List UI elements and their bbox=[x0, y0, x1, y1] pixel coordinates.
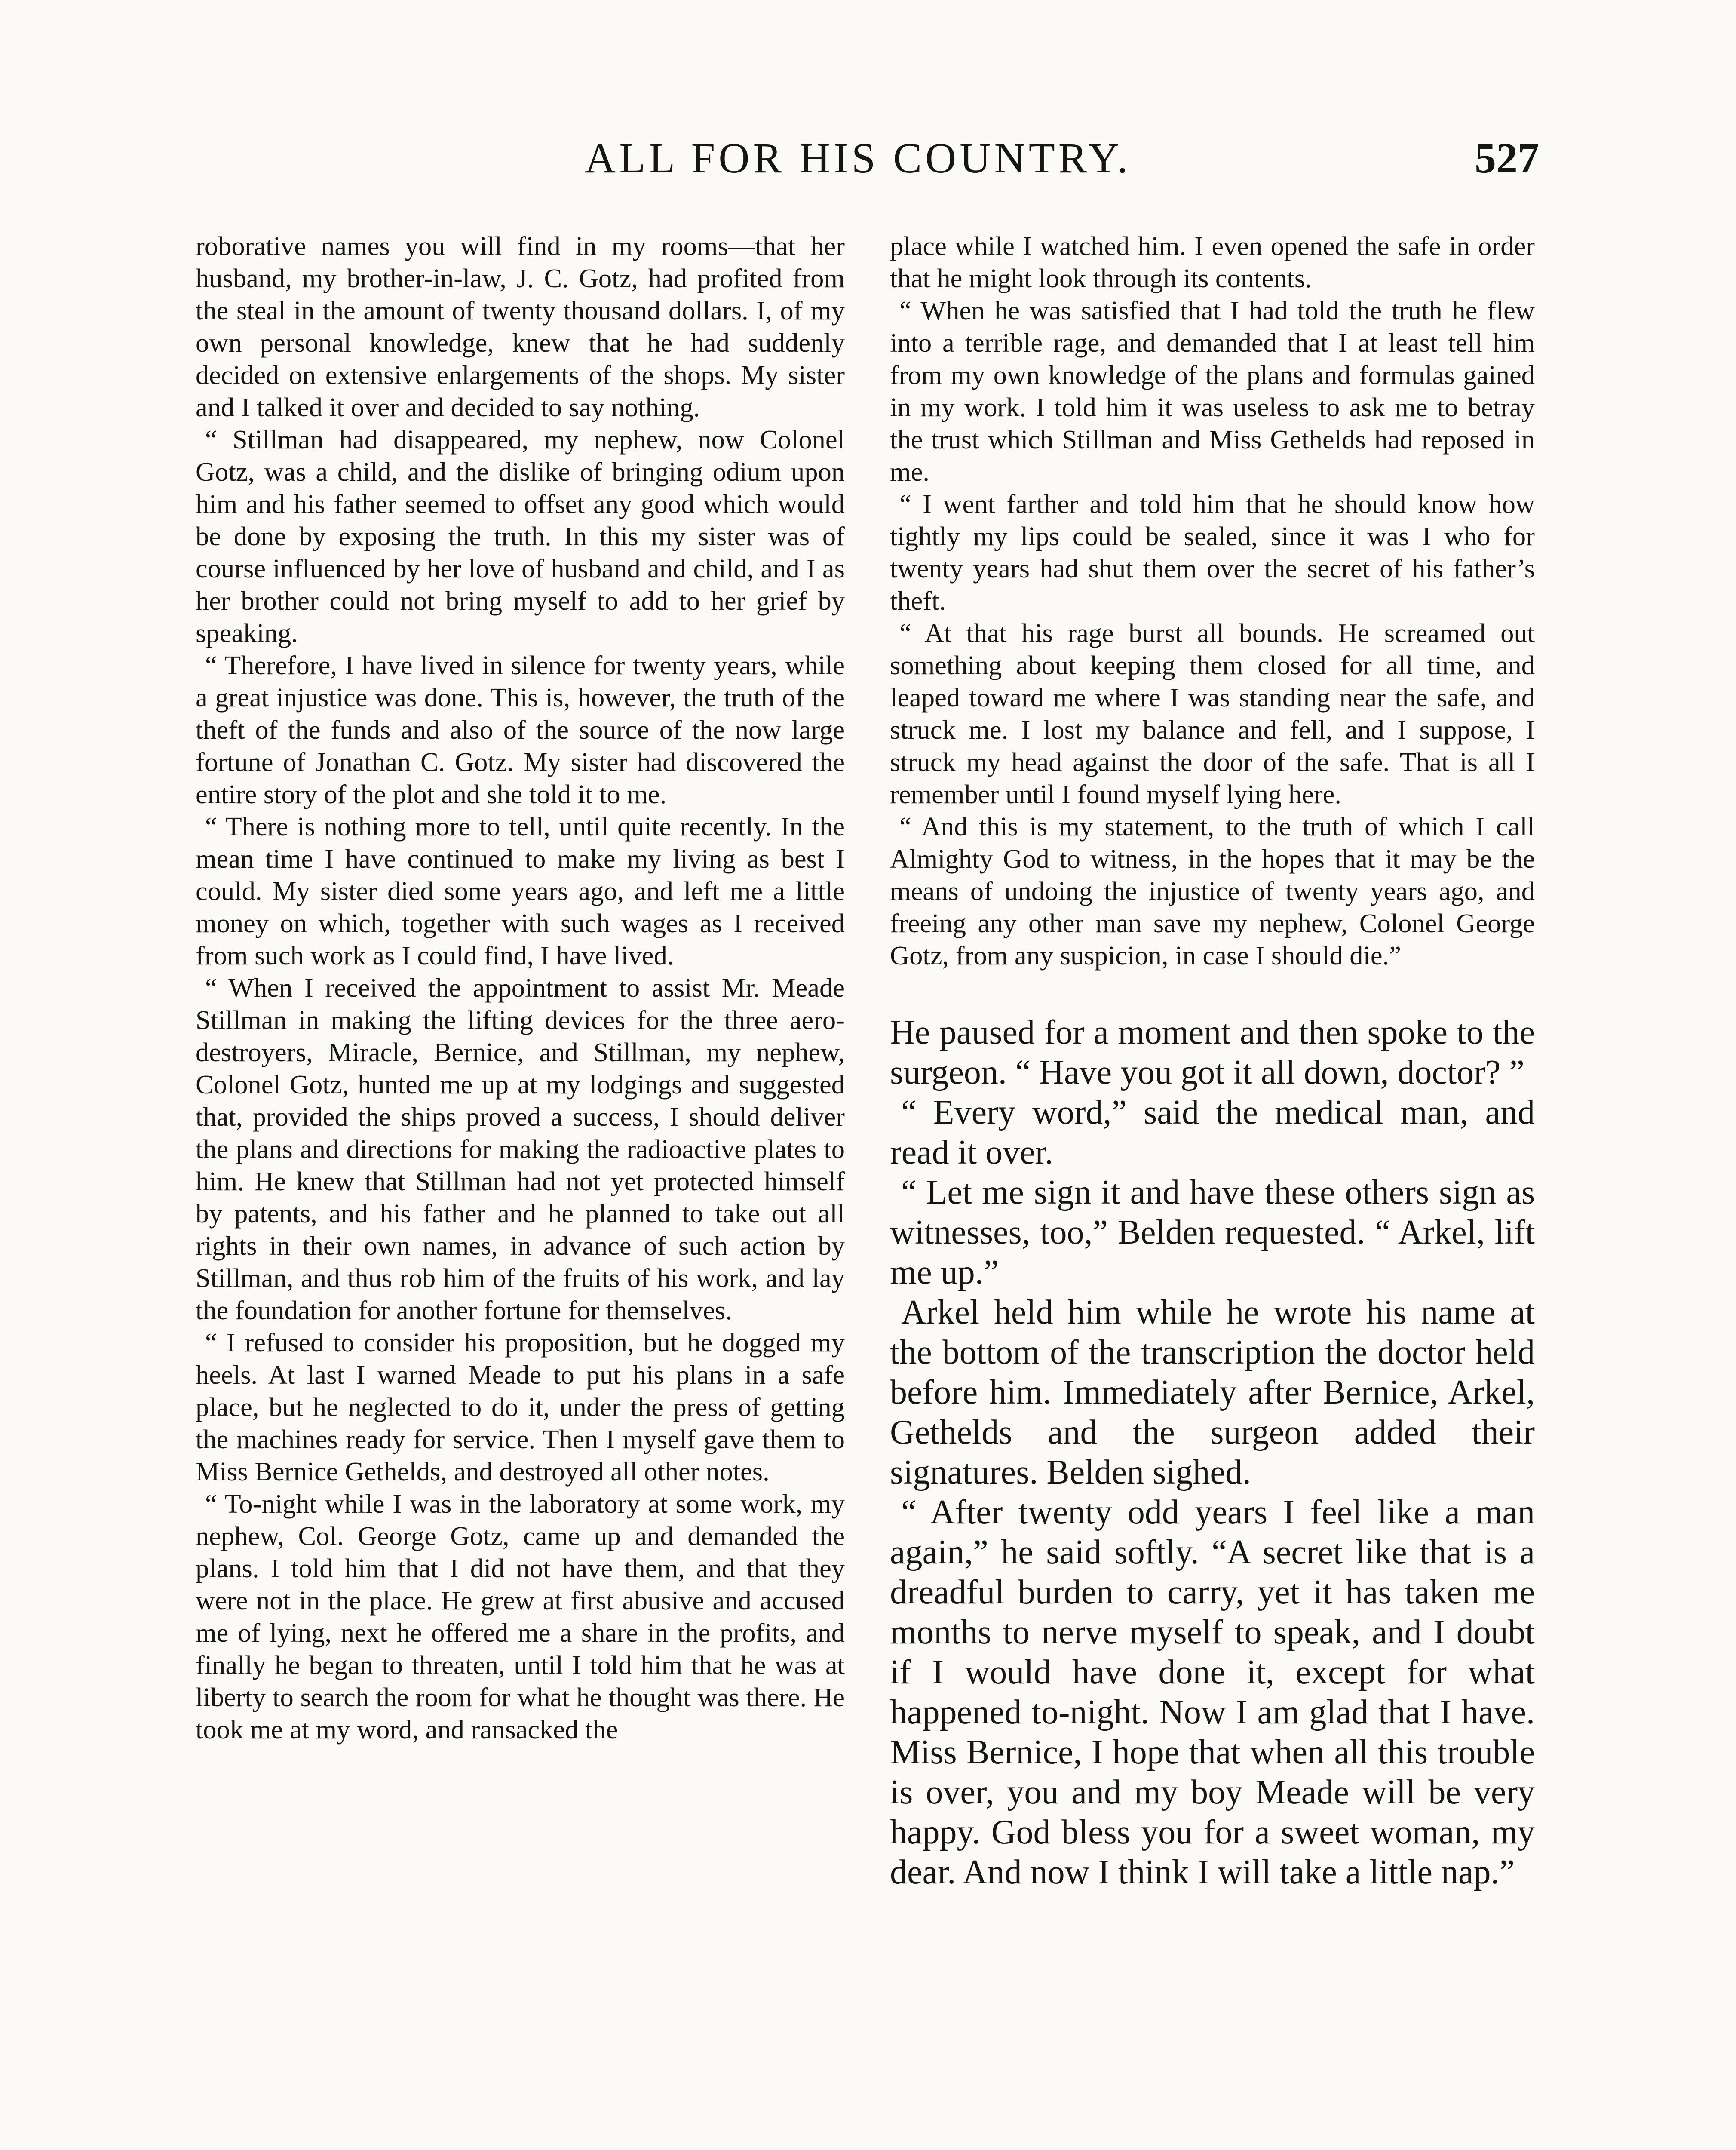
paragraph: “ I went farther and told him that he should know how tightly my lips could be sealed, since it was I who for twenty years had shut them over the secret of his father’s theft. bbox=[890, 489, 1535, 616]
page-number: 527 bbox=[1475, 134, 1539, 182]
narrative-section bbox=[890, 1013, 1535, 1892]
running-title: ALL FOR HIS COUNTRY. bbox=[585, 134, 1132, 182]
paragraph: roborative names you will find in my rooms—that her husband, my brother-in-law, J. C. Gotz, had profited from the steal in the amount of twenty thousand dollars. I, of my own personal knowledge, knew that he had suddenly decided on extensive enlargements of the shops. My sister and I talked it over and decided to say nothing. bbox=[196, 231, 845, 422]
paragraph: “ Stillman had disappeared, my nephew, now Colonel Gotz, was a child, and the dislike of bringing odium upon him and his father seemed to offset any good which would be done by exposing the truth. In this my sister was of course influenced by her love of husband and child, and I as her brother could not bring myself to add to her grief by speaking. bbox=[196, 424, 845, 648]
paragraph: Arkel held him while he wrote his name at the bottom of the transcription the doctor held before him. Immediately after Bernice, Arkel, Gethelds and the surgeon added their signatures. Belden sighed. bbox=[890, 1293, 1535, 1491]
paragraph: “ To-night while I was in the laboratory at some work, my nephew, Col. George Gotz, came up and demanded the plans. I told him that I did not have them, and that they were not in the place. He grew at first abusive and accused me of lying, next he offered me a share in the profits, and finally he began to threaten, until I told him that he was at liberty to search the room for what he thought was there. He took me at my word, and ransacked the bbox=[196, 1489, 845, 1745]
paragraph: “ And this is my statement, to the truth of which I call Almighty God to witness, in the hopes that it may be the means of undoing the injustice of twenty years ago, and freeing any other man save my nephew, Colonel George Gotz, from any suspicion, in case I should die.” bbox=[890, 811, 1535, 971]
left-column bbox=[196, 230, 845, 1746]
paragraph: “ At that his rage burst all bounds. He screamed out something about keeping them closed for all time, and leaped toward me where I was standing near the safe, and struck me. I lost my balance and fell, and I suppose, I struck my head against the door of the safe. That is all I remember until I found myself lying here. bbox=[890, 618, 1535, 809]
right-column bbox=[890, 230, 1535, 1892]
paragraph: “ Therefore, I have lived in silence for twenty years, while a great injustice was done. This is, however, the truth of the theft of the funds and also of the source of the now large fortune of Jonathan C. Gotz. My sister had discovered the entire story of the plot and she told it to me. bbox=[196, 650, 845, 809]
paragraph: He paused for a moment and then spoke to the surgeon. “ Have you got it all down, doctor? ” bbox=[890, 1014, 1535, 1091]
paragraph: “ I refused to consider his proposition, but he dogged my heels. At last I warned Meade to put his plans in a safe place, but he neglected to do it, under the press of getting the machines ready for service. Then I myself gave them to Miss Bernice Gethelds, and destroyed all other notes. bbox=[196, 1327, 845, 1487]
paragraph: “ Every word,” said the medical man, and read it over. bbox=[890, 1093, 1535, 1171]
paragraph: “ After twenty odd years I feel like a man again,” he said softly. “A secret like that is a dreadful burden to carry, yet it has taken me months to nerve myself to speak, and I doubt if I would have done it, except for what happened to-night. Now I am glad that I have. Miss Bernice, I hope that when all this trouble is over, you and my boy Meade will be very happy. God bless you for a sweet woman, my dear. And now I think I will take a little nap.” bbox=[890, 1493, 1535, 1891]
paragraph: “ When he was satisfied that I had told the truth he flew into a terrible rage, and demanded that I at least tell him from my own knowledge of the plans and formulas gained in my work. I told him it was useless to ask me to betray the trust which Stillman and Miss Gethelds had reposed in me. bbox=[890, 295, 1535, 487]
paragraph: “ There is nothing more to tell, until quite recently. In the mean time I have continued to make my living as best I could. My sister died some years ago, and left me a little money on which, together with such wages as I received from such work as I could find, I have lived. bbox=[196, 811, 845, 971]
paragraph: place while I watched him. I even opened the safe in order that he might look through its contents. bbox=[890, 231, 1535, 293]
paragraph: “ When I received the appointment to assist Mr. Meade Stillman in making the lifting devices for the three aero-destroyers, Miracle, Bernice, and Stillman, my nephew, Colonel Gotz, hunted me up at my lodgings and suggested that, provided the ships proved a success, I should deliver the plans and directions for making the radioactive plates to him. He knew that Stillman had not yet protected himself by patents, and his father and he planned to take out all rights in their own names, in advance of such action by Stillman, and thus rob him of the fruits of his work, and lay the foundation for another fortune for themselves. bbox=[196, 973, 845, 1325]
running-head bbox=[0, 129, 1736, 189]
paragraph: “ Let me sign it and have these others sign as witnesses, too,” Belden requested. “ Arkel, lift me up.” bbox=[890, 1173, 1535, 1291]
